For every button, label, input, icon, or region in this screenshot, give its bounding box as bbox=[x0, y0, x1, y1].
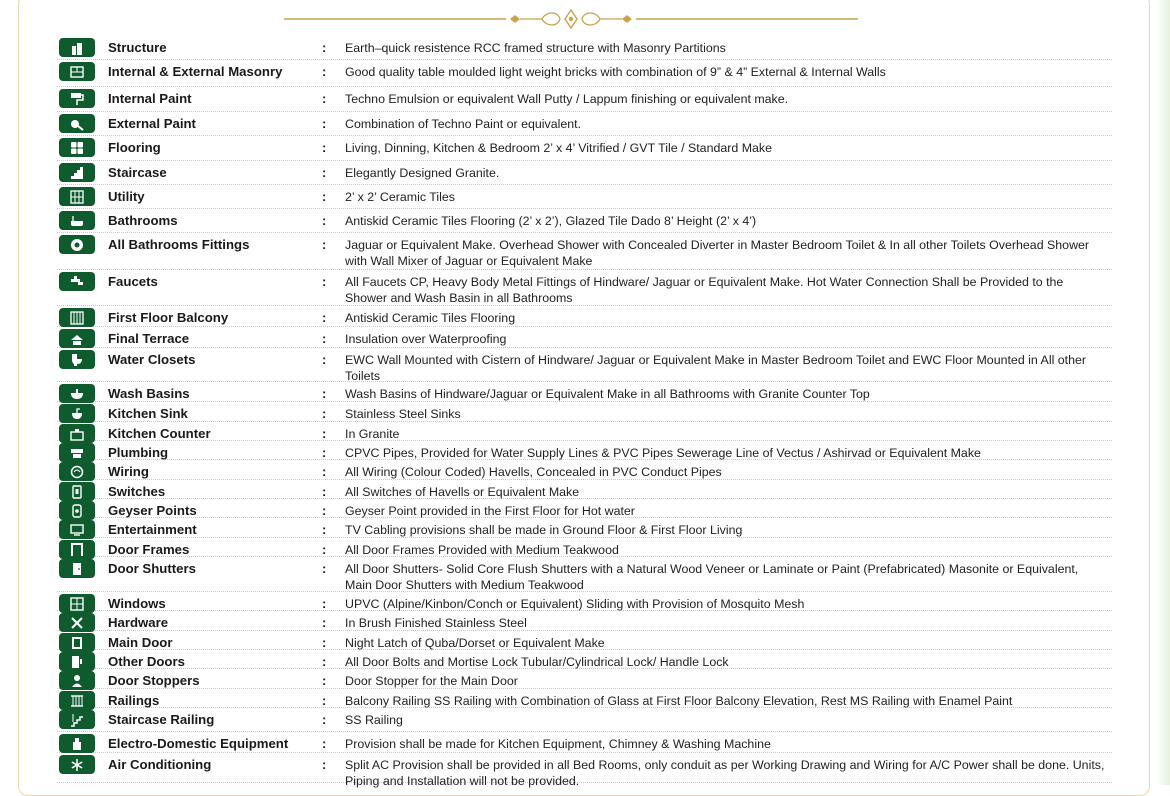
spec-separator: : bbox=[322, 615, 327, 630]
spec-label: Wash Basins bbox=[108, 386, 190, 401]
spec-separator: : bbox=[322, 596, 327, 611]
spec-row bbox=[57, 60, 1112, 87]
spec-separator: : bbox=[322, 64, 327, 79]
stair-railing-icon bbox=[59, 710, 95, 729]
spec-label: Flooring bbox=[108, 140, 161, 155]
spec-row bbox=[57, 348, 1112, 382]
spec-value: All Door Frames Provided with Medium Teakwood bbox=[345, 543, 619, 557]
spec-label: First Floor Balcony bbox=[108, 310, 229, 325]
spec-separator: : bbox=[322, 274, 327, 289]
door-stopper-icon bbox=[59, 671, 95, 690]
kitchen-sink-icon bbox=[59, 404, 95, 423]
spec-separator: : bbox=[322, 406, 327, 421]
spec-separator: : bbox=[322, 635, 327, 650]
spec-value: TV Cabling provisions shall be made in Ground Floor & First Floor Living bbox=[345, 523, 743, 537]
shower-icon bbox=[59, 235, 95, 254]
spec-row bbox=[57, 732, 1112, 753]
spec-label: Air Conditioning bbox=[108, 757, 212, 772]
spec-row bbox=[57, 270, 1112, 306]
spec-separator: : bbox=[322, 91, 327, 106]
spec-value: All Door Bolts and Mortise Lock Tubular/Cylindrical Lock/ Handle Lock bbox=[345, 655, 729, 669]
spec-label: Other Doors bbox=[108, 654, 185, 669]
spec-row bbox=[57, 669, 1112, 689]
spec-separator: : bbox=[322, 310, 327, 325]
spec-label: Railings bbox=[108, 693, 160, 708]
spec-value: All Switches of Havells or Equivalent Make bbox=[345, 485, 580, 499]
spec-value: In Brush Finished Stainless Steel bbox=[345, 616, 527, 630]
spec-separator: : bbox=[322, 522, 327, 537]
spec-row bbox=[57, 631, 1112, 650]
spec-value: Stainless Steel Sinks bbox=[345, 407, 461, 421]
spec-row bbox=[57, 306, 1112, 327]
spec-separator: : bbox=[322, 116, 327, 131]
paint-roller-icon bbox=[59, 89, 95, 108]
spec-value: Combination of Techno Paint or equivalent. bbox=[345, 117, 582, 131]
spec-label: Faucets bbox=[108, 274, 158, 289]
spec-label: Entertainment bbox=[108, 522, 197, 537]
spec-label: Geyser Points bbox=[108, 503, 197, 518]
spec-label: Staircase bbox=[108, 165, 167, 180]
building-icon bbox=[59, 38, 95, 57]
spec-value: Living, Dinning, Kitchen & Bedroom 2’ x 4’ Vitrified / GVT Tile / Standard Make bbox=[345, 141, 772, 155]
spec-value: All Door Shutters- Solid Core Flush Shutters with a Natural Wood Veneer or Laminate or Paint (Prefabricated) Masonite or Equivalent, Main Door Shutters with Medium Teakwood bbox=[345, 562, 1079, 592]
bricks-icon bbox=[59, 62, 95, 81]
spec-row bbox=[57, 402, 1112, 422]
bathtub-icon bbox=[59, 211, 95, 230]
spec-value: UPVC (Alpine/Kinbon/Conch or Equivalent) Sliding with Provision of Mosquito Mesh bbox=[345, 597, 805, 611]
spec-value: Good quality table moulded light weight bricks with combination of 9” & 4” External & Internal Walls bbox=[345, 65, 886, 79]
spec-separator: : bbox=[322, 386, 327, 401]
spec-separator: : bbox=[322, 189, 327, 204]
spec-row bbox=[57, 650, 1112, 669]
spec-separator: : bbox=[322, 40, 327, 55]
tools-icon bbox=[59, 613, 95, 632]
faucet-icon bbox=[59, 272, 95, 291]
spec-value: Split AC Provision shall be provided in all Bed Rooms, only conduit as per Working Drawing and Wiring for A/C Power shall be done. Units, Piping and Installation will not be provided. bbox=[345, 758, 1105, 788]
spec-separator: : bbox=[322, 654, 327, 669]
balcony-icon bbox=[59, 308, 95, 327]
spec-row bbox=[57, 422, 1112, 441]
spec-separator: : bbox=[322, 673, 327, 688]
spec-row bbox=[57, 112, 1112, 136]
spec-separator: : bbox=[322, 561, 327, 576]
spec-value: SS Railing bbox=[345, 713, 403, 727]
spec-value: Antiskid Ceramic Tiles Flooring (2’ x 2’), Glazed Tile Dado 8’ Height (2’ x 4’) bbox=[345, 214, 757, 228]
floor-tiles-icon bbox=[59, 138, 95, 157]
spec-label: Door Frames bbox=[108, 542, 190, 557]
spec-separator: : bbox=[322, 693, 327, 708]
spec-label: Utility bbox=[108, 189, 145, 204]
snowflake-icon bbox=[59, 755, 95, 774]
spec-value: Jaguar or Equivalent Make. Overhead Shower with Concealed Diverter in Master Bedroom Toilet & In all other Toilets Overhead Shower with Wall Mixer of Jaguar or Equivalent Make bbox=[345, 238, 1090, 268]
spec-value: Elegantly Designed Granite. bbox=[345, 166, 500, 180]
spec-value: Provision shall be made for Kitchen Equipment, Chimney & Washing Machine bbox=[345, 737, 771, 751]
spec-row bbox=[57, 592, 1112, 611]
spec-separator: : bbox=[322, 237, 327, 252]
spec-separator: : bbox=[322, 484, 327, 499]
spec-label: Water Closets bbox=[108, 352, 196, 367]
spec-row bbox=[57, 382, 1112, 402]
spec-value: EWC Wall Mounted with Cistern of Hindware/ Jaguar or Equivalent Make in Master Bedroom Toilet and EWC Floor Mounted in All other Toilets bbox=[345, 353, 1087, 383]
spec-label: Door Stoppers bbox=[108, 673, 200, 688]
spec-label: Windows bbox=[108, 596, 166, 611]
spec-row bbox=[57, 441, 1112, 460]
spec-separator: : bbox=[322, 542, 327, 557]
specifications-list bbox=[57, 36, 1112, 788]
spec-value: Door Stopper for the Main Door bbox=[345, 674, 518, 688]
spec-separator: : bbox=[322, 503, 327, 518]
spec-row bbox=[57, 753, 1112, 788]
spec-row bbox=[57, 460, 1112, 480]
spec-label: Switches bbox=[108, 484, 166, 499]
spec-label: Structure bbox=[108, 40, 167, 55]
spec-value: Balcony Railing SS Railing with Combination of Glass at First Floor Balcony Elevation, Rest MS Railing with Enamel Paint bbox=[345, 694, 1013, 708]
spec-label: Bathrooms bbox=[108, 213, 178, 228]
spec-label: Kitchen Sink bbox=[108, 406, 188, 421]
spec-row bbox=[57, 209, 1112, 233]
spec-separator: : bbox=[322, 331, 327, 346]
ornament-divider-icon bbox=[284, 8, 858, 30]
spec-separator: : bbox=[322, 352, 327, 367]
spec-row bbox=[57, 87, 1112, 112]
spec-label: Staircase Railing bbox=[108, 712, 215, 727]
spec-label: Plumbing bbox=[108, 445, 169, 460]
spec-separator: : bbox=[322, 213, 327, 228]
spec-value: Night Latch of Quba/Dorset or Equivalent Make bbox=[345, 636, 605, 650]
spec-value: CPVC Pipes, Provided for Water Supply Lines & PVC Pipes Sewerage Line of Vectus / Ashirvad or Equivalent Make bbox=[345, 446, 981, 460]
spec-label: Door Shutters bbox=[108, 561, 196, 576]
appliance-icon bbox=[59, 734, 95, 753]
door-icon bbox=[59, 559, 95, 578]
spec-label: Internal & External Masonry bbox=[108, 64, 283, 79]
toilet-icon bbox=[59, 350, 95, 369]
spec-row bbox=[57, 36, 1112, 60]
spec-value: All Wiring (Colour Coded) Havells, Concealed in PVC Conduct Pipes bbox=[345, 465, 722, 479]
spec-value: Techno Emulsion or equivalent Wall Putty / Lappum finishing or equivalent make. bbox=[345, 92, 789, 106]
spec-separator: : bbox=[322, 736, 327, 751]
spec-value: Wash Basins of Hindware/Jaguar or Equivalent Make in all Bathrooms with Granite Counter Top bbox=[345, 387, 870, 401]
wiring-icon bbox=[59, 462, 95, 481]
spec-row bbox=[57, 557, 1112, 592]
spec-row bbox=[57, 136, 1112, 161]
spec-row bbox=[57, 499, 1112, 518]
spec-row bbox=[57, 327, 1112, 348]
spec-label: Kitchen Counter bbox=[108, 426, 211, 441]
spec-value: In Granite bbox=[345, 427, 400, 441]
spec-value: Geyser Point provided in the First Floor for Hot water bbox=[345, 504, 635, 518]
spec-row bbox=[57, 233, 1112, 270]
terrace-icon bbox=[59, 329, 95, 348]
spec-label: Electro-Domestic Equipment bbox=[108, 736, 289, 751]
spec-row bbox=[57, 708, 1112, 732]
spec-row bbox=[57, 518, 1112, 538]
spec-value: Earth–quick resistence RCC framed structure with Masonry Partitions bbox=[345, 41, 726, 55]
spec-separator: : bbox=[322, 464, 327, 479]
spec-label: Hardware bbox=[108, 615, 169, 630]
spec-label: Internal Paint bbox=[108, 91, 192, 106]
spec-separator: : bbox=[322, 140, 327, 155]
spec-row bbox=[57, 611, 1112, 631]
tv-icon bbox=[59, 520, 95, 539]
spec-row bbox=[57, 480, 1112, 499]
spec-separator: : bbox=[322, 757, 327, 772]
spec-row bbox=[57, 161, 1112, 185]
paint-brush-icon bbox=[59, 114, 95, 133]
spec-value: Insulation over Waterproofing bbox=[345, 332, 507, 346]
spec-value: Antiskid Ceramic Tiles Flooring bbox=[345, 311, 516, 325]
spec-value: 2’ x 2’ Ceramic Tiles bbox=[345, 190, 455, 204]
spec-separator: : bbox=[322, 445, 327, 460]
spec-label: External Paint bbox=[108, 116, 196, 131]
side-gradient bbox=[1156, 0, 1170, 785]
spec-separator: : bbox=[322, 712, 327, 727]
spec-separator: : bbox=[322, 426, 327, 441]
spec-label: Final Terrace bbox=[108, 331, 190, 346]
spec-row bbox=[57, 689, 1112, 708]
spec-row bbox=[57, 538, 1112, 557]
spec-label: Wiring bbox=[108, 464, 149, 479]
spec-value: All Faucets CP, Heavy Body Metal Fittings of Hindware/ Jaguar or Equivalent Make. Hot Water Connection Shall be Provided to the Shower and Wash Basin in all Bathrooms bbox=[345, 275, 1064, 305]
spec-label: All Bathrooms Fittings bbox=[108, 237, 250, 252]
grid-tiles-icon bbox=[59, 187, 95, 206]
spec-separator: : bbox=[322, 165, 327, 180]
spec-label: Main Door bbox=[108, 635, 173, 650]
staircase-icon bbox=[59, 163, 95, 182]
spec-row bbox=[57, 185, 1112, 209]
wash-basin-icon bbox=[59, 384, 95, 403]
